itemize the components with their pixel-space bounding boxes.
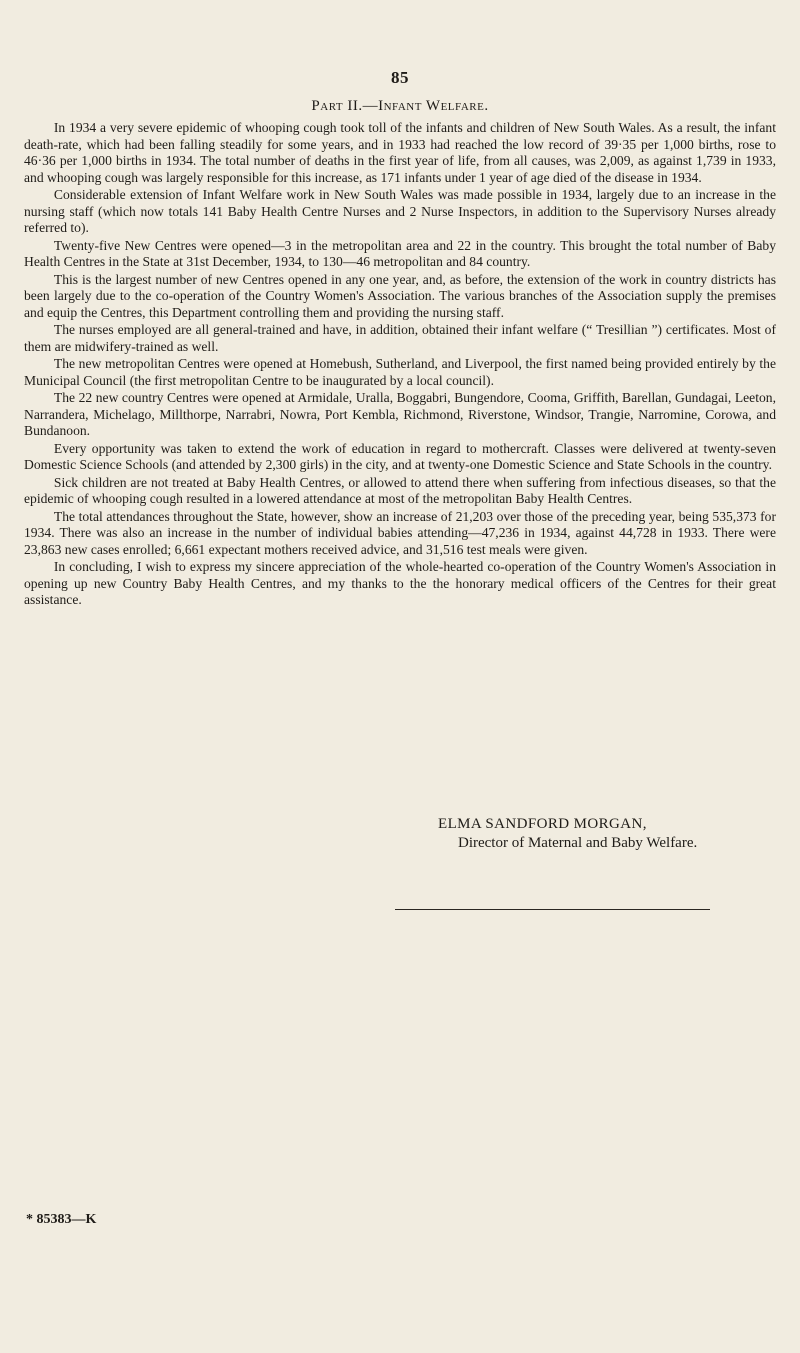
paragraph: This is the largest number of new Centres opened in any one year, and, as before, the extension of the work in country districts has been largely due to the co-operation of the Country Women's Association. The various branches of the Association supply the premises and equip the Centres, this Department controlling them and providing the nursing staff. [24,271,776,320]
paragraph: The 22 new country Centres were opened at Armidale, Uralla, Boggabri, Bungendore, Cooma, Griffith, Barellan, Gundagai, Leeton, Narrandera, Michelago, Millthorpe, Narrabri, Nowra, Port Kembla, Richmond, Riverstone, Windsor, Trangie, Narromine, Corowa, and Bundanoon. [24,390,776,438]
paragraph: Sick children are not treated at Baby Health Centres, or allowed to attend there when suffering from infectious diseases, so that the epidemic of whooping cough resulted in a lowered attendance at most of the metropolitan Baby Health Centres. [24,474,776,506]
signatory-title: Director of Maternal and Baby Welfare. [458,835,698,851]
body-text [24,120,776,609]
paragraph: The nurses employed are all general-trained and have, in addition, obtained their infant welfare (“ Tresillian ”) certificates. Most of them are midwifery-trained as well. [24,322,776,354]
paragraph: The new metropolitan Centres were opened at Homebush, Sutherland, and Liverpool, the first named being provided entirely by the Municipal Council (the first metropolitan Centre to be inaugurated by a local council). [24,356,776,388]
print-reference: * 85383—K [26,1212,97,1227]
paragraph: Every opportunity was taken to extend the work of education in regard to mothercraft. Classes were delivered at twenty-seven Domestic Science Schools (and attended by 2,300 girls) in the city, and at twenty-one Domestic Science and State Schools in the country. [24,440,776,472]
part-heading: Part II.—Infant Welfare. [311,98,489,114]
paragraph: Considerable extension of Infant Welfare work in New South Wales was made possible in 1934, largely due to an increase in the nursing staff (which now totals 141 Baby Health Centre Nurses and 2 Nurse Inspectors, in addition to the Supervisory Nurses already referred to). [24,187,776,235]
page-number: 85 [391,68,409,87]
paragraph: The total attendances throughout the State, however, show an increase of 21,203 over those of the preceding year, being 535,373 for 1934. There was also an increase in the number of individual babies attending—47,236 in 1934, against 44,728 in 1933. There were 23,863 new cases enrolled; 6,661 expectant mothers received advice, and 31,516 test meals were given. [24,508,776,557]
paragraph: In 1934 a very severe epidemic of whooping cough took toll of the infants and children of New South Wales. As a result, the infant death-rate, which had been falling steadily for some years, and in 1933 had reached the low record of 39·35 per 1,000 births, rose to 46·36 per 1,000 births in 1934. The total number of deaths in the first year of life, from all causes, was 2,009, as against 1,739 in 1933, and whooping cough was largely responsible for this increase, as 171 infants under 1 year of age died of the disease in 1934. [24,120,776,185]
signatory-name: ELMA SANDFORD MORGAN, [438,816,647,832]
paragraph: In concluding, I wish to express my sincere appreciation of the whole-hearted co-operation of the Country Women's Association in opening up new Country Baby Health Centres, and my thanks to the the honorary medical officers of the Centres for their great assistance. [24,559,776,607]
horizontal-rule [395,909,710,910]
paragraph: Twenty-five New Centres were opened—3 in the metropolitan area and 22 in the country. This brought the total number of Baby Health Centres in the State at 31st December, 1934, to 130—46 metropolitan and 84 country. [24,237,776,269]
